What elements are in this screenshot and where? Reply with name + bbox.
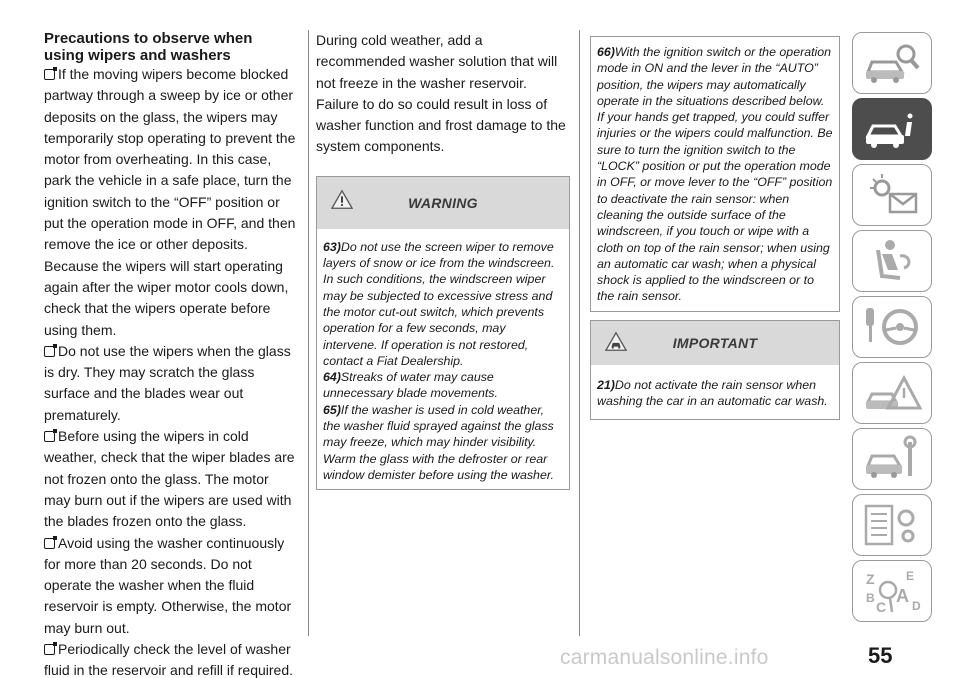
important-body: 21)Do not activate the rain sensor when washing the car in an automatic car wash. bbox=[597, 377, 828, 409]
section-heading: Precautions to observe when using wipers and washers bbox=[44, 30, 253, 64]
important-header bbox=[591, 321, 839, 365]
alphabetical-index-icon bbox=[860, 566, 924, 616]
important-box bbox=[590, 320, 840, 421]
warning-title: WARNING bbox=[408, 194, 478, 211]
tab-safety[interactable] bbox=[852, 230, 932, 292]
chapter-tabs bbox=[852, 32, 932, 626]
bullet-icon bbox=[44, 69, 55, 80]
column-2 bbox=[316, 30, 570, 490]
car-caution-icon bbox=[605, 331, 627, 353]
bullet-icon bbox=[44, 644, 55, 655]
column-divider bbox=[308, 30, 309, 636]
warning-box bbox=[316, 176, 570, 490]
precaution-item: Before using the wipers in cold weather, check that the wiper blades are not frozen onto the glass. The motor may burn out if the wipers are used with the blades frozen onto the glass. bbox=[44, 428, 295, 530]
bullet-icon bbox=[44, 431, 55, 442]
tab-index[interactable] bbox=[852, 560, 932, 622]
svg-text:Z: Z bbox=[866, 571, 875, 587]
key-steering-wheel-icon bbox=[860, 302, 924, 352]
svg-text:A: A bbox=[896, 586, 909, 606]
warning-triangle-icon bbox=[331, 189, 353, 211]
precaution-item: Do not use the wipers when the glass is dry. They may scratch the glass surface and the blades wear out prematurely. bbox=[44, 342, 291, 423]
precautions-list bbox=[44, 64, 296, 678]
column-1 bbox=[44, 30, 296, 678]
svg-text:E: E bbox=[906, 569, 915, 583]
tab-starting-driving[interactable] bbox=[852, 296, 932, 358]
warning-item: 63)Do not use the screen wiper to remove layers of snow or ice from the windscreen. In such conditions, the windscreen wiper may be subjected to excessive stress and the motor cut-out switch, which prevents operation for a few seconds, may intervene. If operation is not restored, contact a Fiat Dealership. bbox=[323, 239, 555, 368]
cold-weather-intro: During cold weather, add a recommended washer solution that will not freeze in the washer reservoir. Failure to do so could result in loss of washer function and frost damage to the system components. bbox=[316, 32, 566, 155]
watermark: carmanualsonline.info bbox=[560, 646, 769, 669]
airbag-seat-icon bbox=[860, 236, 924, 286]
tab-maintenance[interactable] bbox=[852, 428, 932, 490]
car-warning-triangle-icon bbox=[860, 368, 924, 418]
bullet-icon bbox=[44, 538, 55, 549]
precaution-item: If the moving wipers become blocked partway through a sweep by ice or other deposits on the glass, the wipers may temporarily stop operating to prevent the motor from overheating. In this case, park the vehicle in a safe place, turn the ignition switch to the “OFF” position or put the operation mode in OFF, and then remove the ice or other deposits. Because the wipers will start operating again after the wiper motor cools down, check that the wipers operate before using them. bbox=[44, 66, 296, 338]
warning-header bbox=[317, 177, 569, 229]
car-magnifier-icon bbox=[860, 38, 924, 88]
warning-body bbox=[317, 229, 569, 489]
precaution-item: Periodically check the level of washer fluid in the reservoir and refill if required. bbox=[44, 641, 294, 678]
important-title: IMPORTANT bbox=[672, 334, 758, 351]
svg-text:B: B bbox=[866, 591, 875, 605]
warning-item: 65)If the washer is used in cold weather, the washer fluid sprayed against the glass may freeze, which may hinder visibility. Warm the glass with the defroster or rear window demister before using the washer. bbox=[323, 402, 554, 482]
tab-warning-lights[interactable] bbox=[852, 164, 932, 226]
column-divider bbox=[579, 30, 580, 636]
page-number: 55 bbox=[868, 643, 893, 668]
warning-item: 64)Streaks of water may cause unnecessary blade movements. bbox=[323, 370, 498, 401]
tab-emergency[interactable] bbox=[852, 362, 932, 424]
svg-text:C: C bbox=[876, 599, 887, 615]
tab-dashboard-info[interactable] bbox=[852, 98, 932, 160]
column-3 bbox=[590, 36, 840, 420]
car-info-icon bbox=[860, 104, 924, 154]
tab-technical-specs[interactable] bbox=[852, 494, 932, 556]
car-wrench-icon bbox=[860, 434, 924, 484]
warning-lights-message-icon bbox=[860, 170, 924, 220]
checklist-gears-icon bbox=[860, 500, 924, 550]
precaution-item: Avoid using the washer continuously for more than 20 seconds. Do not operate the washer when the fluid reservoir is empty. Otherwise, the motor may burn out. bbox=[44, 534, 292, 636]
svg-text:D: D bbox=[912, 599, 921, 613]
warning-continued-box: 66)With the ignition switch or the operation mode in ON and the lever in the “AUTO” position, the wipers may automatically operate in the situations described below. If your hands get trapped, you could suffer injuries or the wipers could malfunction. Be sure to turn the ignition switch to the “LOCK” position or put the operation mode in OFF, or move lever to the “OFF” position to deactivate the rain sensor: when cleaning the outside surface of the windscreen, if you touch or wipe with a cloth on top of the rain sensor; when using an automatic car wash; when a physical shock is applied to the windscreen or to the rain sensor. bbox=[590, 36, 840, 312]
tab-car-knowledge[interactable] bbox=[852, 32, 932, 94]
bullet-icon bbox=[44, 346, 55, 357]
